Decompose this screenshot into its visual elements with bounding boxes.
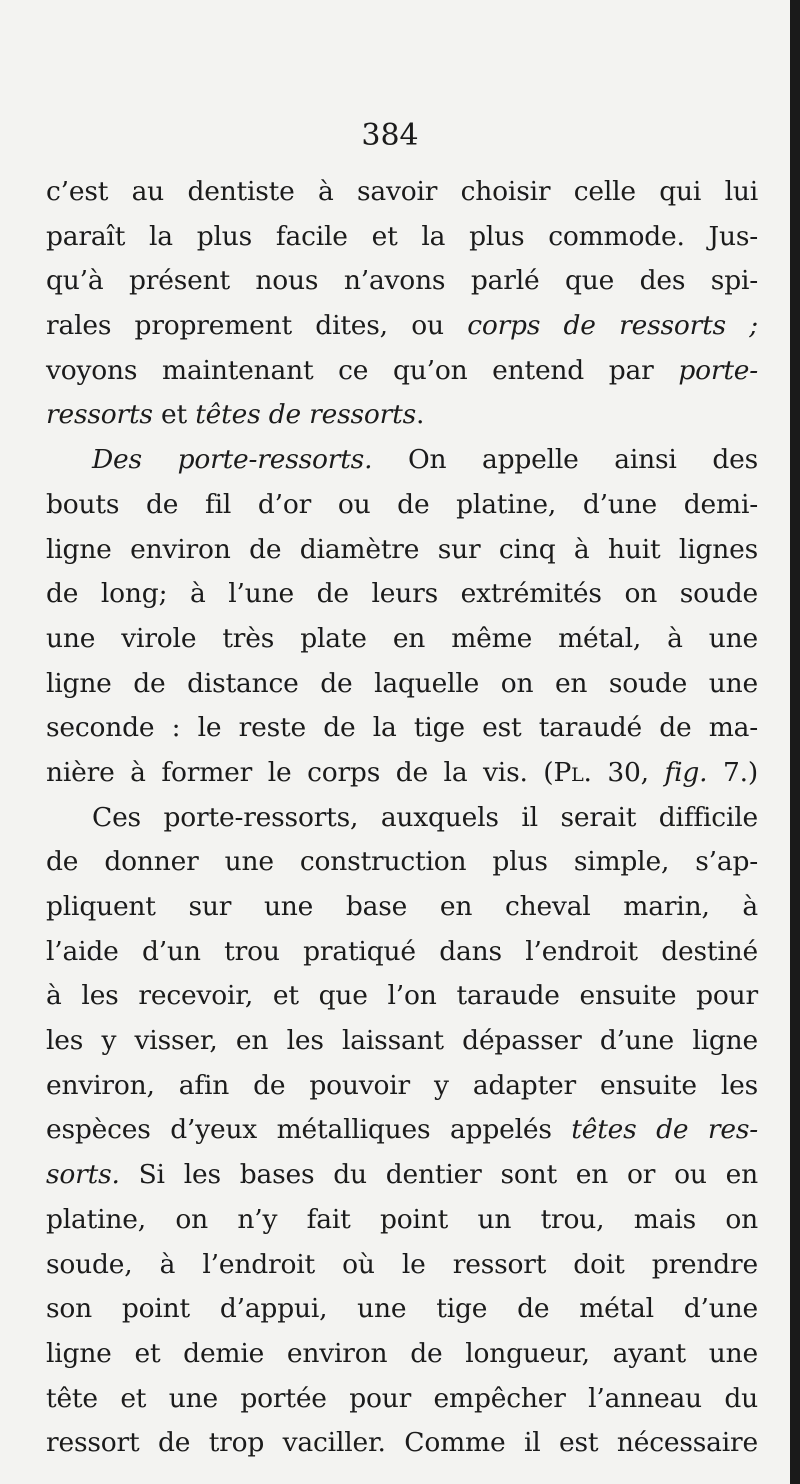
text-line: ligne de distance de laquelle on en soude une	[46, 667, 758, 699]
text-line: son point d’appui, une tige de métal d’une	[46, 1293, 758, 1325]
text-line: voyons maintenant ce qu’on entend par porte-	[46, 354, 758, 386]
italic-text: sorts.	[46, 1159, 120, 1191]
text-line: ressort de trop vaciller. Comme il est nécessaire	[46, 1427, 758, 1459]
section-heading: Des porte-ressorts.	[92, 444, 373, 476]
plate-reference: Pl.	[553, 756, 592, 788]
italic-text: corps de ressorts ;	[467, 310, 758, 342]
italic-text: fig.	[664, 756, 708, 788]
text-line: les y visser, en les laissant dépasser d’une ligne	[46, 1025, 758, 1057]
italic-text: ressorts	[46, 399, 153, 431]
italic-text: porte-	[678, 354, 758, 386]
text-line: seconde : le reste de la tige est taraudé de ma-	[46, 712, 758, 744]
text-line: pliquent sur une base en cheval marin, à	[46, 891, 758, 922]
page-edge-shadow	[790, 0, 800, 1484]
text-line: environ, afin de pouvoir y adapter ensuite les	[46, 1069, 758, 1101]
text-line: ligne environ de diamètre sur cinq à huit lignes	[46, 533, 758, 565]
text-line: l’aide d’un trou pratiqué dans l’endroit destiné	[46, 935, 758, 967]
text-line: espèces d’yeux métalliques appelés têtes de res-	[46, 1114, 758, 1146]
text-line: nière à former le corps de la vis. (Pl. 30, fig. 7.)	[46, 756, 759, 788]
text-line: paraît la plus facile et la plus commode. Jus-	[46, 220, 758, 252]
text-line: à les recevoir, et que l’on taraude ensuite pour	[46, 980, 758, 1012]
text-line: sorts. Si les bases du dentier sont en or ou en	[46, 1159, 758, 1191]
page-number: 384	[361, 118, 419, 153]
text-line: Ces porte-ressorts, auxquels il serait difficile	[92, 801, 758, 833]
italic-text: têtes de ressorts	[195, 399, 416, 431]
text-line: de long; à l’une de leurs extrémités on soude	[46, 578, 758, 610]
text-line: bouts de fil d’or ou de platine, d’une demi-	[46, 488, 758, 520]
text-line: tête et une portée pour empêcher l’anneau du	[46, 1382, 758, 1414]
text-line: rales proprement dites, ou corps de ressorts ;	[46, 310, 758, 342]
text-line: c’est au dentiste à savoir choisir celle qui lui	[46, 176, 758, 207]
text-line: de donner une construction plus simple, s’ap-	[46, 846, 758, 878]
text-line: ligne et demie environ de longueur, ayant une	[46, 1337, 758, 1369]
body-text	[46, 170, 758, 1466]
text-line: soude, à l’endroit où le ressort doit prendre	[46, 1248, 758, 1280]
text-line: qu’à présent nous n’avons parlé que des spi-	[46, 265, 758, 297]
text-line: platine, on n’y fait point un trou, mais on	[46, 1203, 758, 1235]
italic-text: têtes de res-	[571, 1114, 758, 1146]
text-line: une virole très plate en même métal, à une	[46, 622, 758, 654]
text-line: ressorts et têtes de ressorts.	[46, 399, 425, 431]
section-heading-line: Des porte-ressorts. On appelle ainsi des	[92, 444, 758, 476]
